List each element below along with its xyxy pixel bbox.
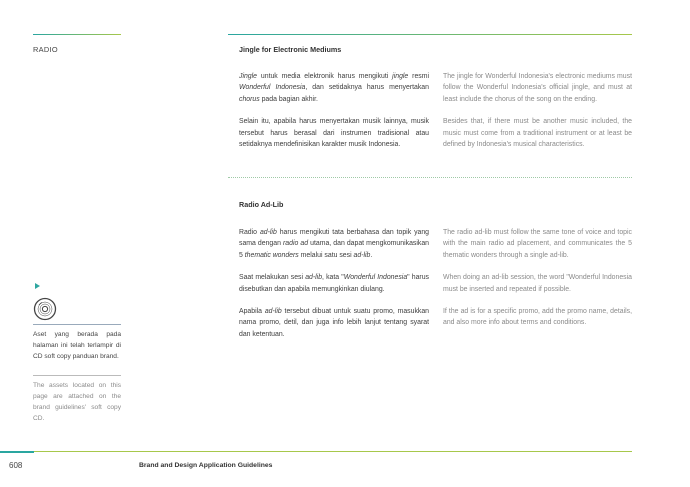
adlib-id-paragraph-1 xyxy=(239,227,429,261)
text-run: Radio xyxy=(239,229,260,236)
footer-title: Brand and Design Application Guidelines xyxy=(139,462,273,469)
text-run: " harus disebutkan dan apabila memungkinkan diulang. xyxy=(239,274,429,293)
footer-bar-accent xyxy=(0,451,34,453)
italic-term: ad-lib xyxy=(264,308,282,316)
text-run: pada bagian akhir. xyxy=(259,95,318,103)
text-run: untuk media elektronik harus mengikuti xyxy=(257,73,393,80)
adlib-en-paragraph-3: If the ad is for a specific promo, add the promo name, details, and also more info about terms and conditions. xyxy=(443,308,632,327)
adlib-en-paragraph-2: When doing an ad-lib session, the word "Wonderful Indonesia must be inserted and repeated if possible. xyxy=(443,274,632,293)
page-number: 608 xyxy=(9,461,23,470)
adlib-en-column xyxy=(443,227,632,329)
sidebar-note-id-text: Aset yang berada pada halaman ini telah terlampir di CD soft copy panduan brand. xyxy=(33,331,121,360)
jingle-id-paragraph-1 xyxy=(239,71,429,105)
section-title-adlib: Radio Ad-Lib xyxy=(239,200,284,209)
marker-triangle-icon xyxy=(35,283,40,289)
text-run: , dan setidaknya harus menyertakan xyxy=(305,84,429,92)
italic-term: thematic wonders xyxy=(244,251,299,259)
adlib-en-paragraph-1: The radio ad-lib must follow the same tone of voice and topic with the main radio ad placement, and communicates the 5 thematic wonders through a single ad-lib. xyxy=(443,229,632,259)
sidebar-rule-1 xyxy=(33,324,121,325)
sidebar-rule-2 xyxy=(33,375,121,376)
italic-term: ad-lib xyxy=(259,229,277,236)
italic-term: chorus xyxy=(239,95,260,103)
adlib-id-paragraph-2 xyxy=(239,272,429,295)
adlib-id-column xyxy=(239,227,429,340)
sidebar-note-id xyxy=(33,329,121,362)
text-run: utama, dan dapat mengkomunikasikan 5 xyxy=(239,240,429,259)
sidebar-note-en xyxy=(33,380,121,424)
section-label: RADIO xyxy=(33,45,58,54)
text-run: Selain itu, apabila harus menyertakan musik lainnya, musik tersebut harus berasal dari instrumen tradisional atau setidaknya mendefinisikan karakter musik Indonesia. xyxy=(239,118,429,149)
italic-term: ad-lib xyxy=(305,274,323,282)
adlib-id-paragraph-3 xyxy=(239,306,429,340)
top-rule-right xyxy=(228,34,632,35)
section-title-jingle: Jingle for Electronic Mediums xyxy=(239,45,342,54)
jingle-en-column xyxy=(443,71,632,150)
italic-term: jingle xyxy=(392,73,409,80)
text-run: Apabila xyxy=(239,308,265,316)
italic-term: Jingle xyxy=(239,73,258,80)
text-run: melalui satu sesi xyxy=(298,251,354,259)
top-rule-left xyxy=(33,34,121,35)
section-divider xyxy=(228,177,632,178)
text-run: tersebut dibuat untuk suatu promo, masukkan nama promo, detil, dan juga info lebih lanjut tentang syarat dan ketentuan. xyxy=(239,308,429,338)
italic-term: ad-lib xyxy=(353,251,371,259)
text-run: Saat melakukan sesi xyxy=(239,274,306,282)
footer-bar xyxy=(34,451,632,452)
italic-term: Wonderful Indonesia xyxy=(239,84,306,92)
jingle-id-paragraph-2 xyxy=(239,116,429,150)
jingle-en-paragraph-2: Besides that, if there must be another music included, the music must come from a traditional instrument or at least be defined by Indonesia's musical characteristics. xyxy=(443,118,632,149)
italic-term: Wonderful Indonesia xyxy=(343,274,408,282)
text-run: harus mengikuti tata berbahasa dan topik yang sama dengan xyxy=(239,229,430,248)
jingle-en-paragraph-1: The jingle for Wonderful Indonesia's electronic mediums must follow the Wonderful Indonesia's official jingle, and must at least include the chorus of the song on the ending. xyxy=(443,73,632,103)
cd-icon xyxy=(33,297,57,326)
text-run: , kata " xyxy=(322,274,344,282)
text-run: resmi xyxy=(408,73,429,80)
text-run: . xyxy=(370,251,373,259)
sidebar-note-en-text: The assets located on this page are attached on the brand guidelines' soft copy CD. xyxy=(33,382,121,422)
italic-term: radio ad xyxy=(283,240,309,248)
jingle-id-column xyxy=(239,71,429,150)
